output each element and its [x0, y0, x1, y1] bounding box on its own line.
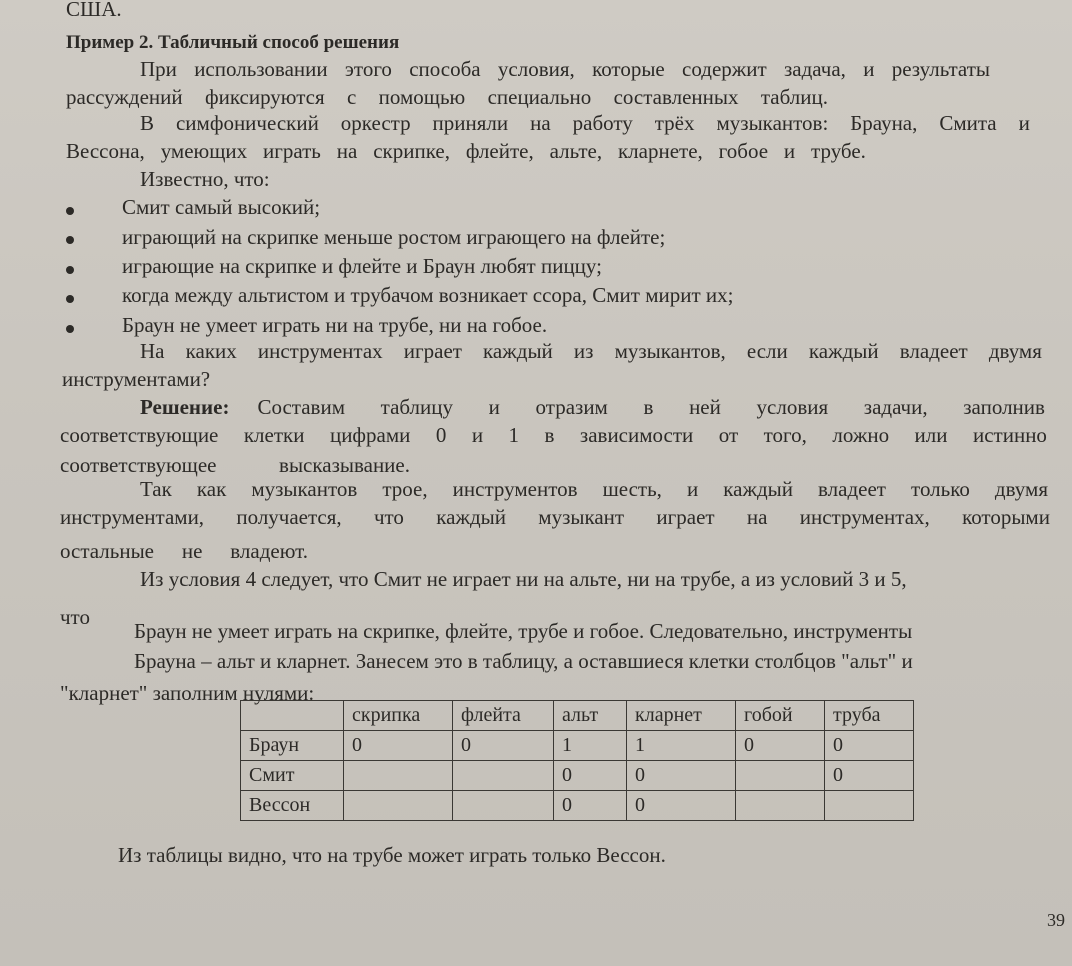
bullet-dot [66, 295, 74, 303]
word: и [1018, 111, 1030, 135]
para2-line-2 [60, 504, 1050, 530]
para3-line-2: что [60, 605, 90, 629]
word: флейте, [465, 139, 534, 163]
intro-line-2 [66, 84, 828, 110]
instrument-table [240, 700, 914, 821]
bullet-dot [66, 266, 74, 274]
word: ней [689, 395, 721, 419]
word: каждый [808, 339, 879, 363]
row-label: Вессон [241, 791, 344, 821]
word: составленных [613, 85, 739, 109]
word: задачи, [863, 395, 928, 419]
word: на [336, 139, 358, 163]
word: задача, [783, 57, 846, 81]
word: трое, [382, 477, 428, 501]
word: рассуждений [66, 85, 183, 109]
solution-line-3 [60, 452, 410, 478]
word: соответствующие [60, 423, 219, 447]
table-cell [344, 791, 453, 821]
intro-line-1 [140, 56, 990, 82]
word: истинно [972, 423, 1047, 447]
row-label: Браун [241, 731, 344, 761]
word: 0 [435, 423, 447, 447]
word: оркестр [340, 111, 411, 135]
word: играет [656, 505, 715, 529]
bullet-item-3: играющие на скрипке и флейте и Браун любят пиццу; [122, 254, 602, 278]
word: каждый [723, 477, 793, 501]
table-header-cell: флейта [453, 701, 554, 731]
word: получается, [236, 505, 342, 529]
word: играть [263, 139, 321, 163]
question-line-1 [140, 338, 1042, 364]
table-cell: 1 [627, 731, 736, 761]
word: фиксируются [204, 85, 325, 109]
table-cell: 0 [825, 731, 914, 761]
table-header-cell: труба [825, 701, 914, 731]
word: использовании [194, 57, 328, 81]
word: в [544, 423, 555, 447]
table-cell: 0 [453, 731, 554, 761]
table-row [241, 761, 914, 791]
word: симфонический [175, 111, 319, 135]
word: условия, [497, 57, 575, 81]
word: и [783, 139, 796, 163]
word: музыкантов [251, 477, 358, 501]
para3-line-4: Брауна – альт и кларнет. Занесем это в таблицу, а оставшиеся клетки столбцов "альт" и [134, 649, 913, 673]
word: двумя [994, 477, 1048, 501]
word: каких [185, 339, 237, 363]
word: этого [344, 57, 392, 81]
table-row [241, 791, 914, 821]
word: владеет [818, 477, 886, 501]
word: Брауна, [850, 111, 918, 135]
task-line-2 [66, 138, 866, 164]
bullet-item-2: играющий на скрипке меньше ростом играющего на флейте; [122, 225, 666, 249]
word: таблицу [380, 395, 454, 419]
para2-line-3 [60, 538, 308, 564]
word: соответствующее [60, 453, 217, 477]
word: если [746, 339, 788, 363]
word: ложно [832, 423, 890, 447]
word: клетки [243, 423, 305, 447]
word: и [686, 477, 699, 501]
word: зависимости [579, 423, 694, 447]
table-cell: 0 [736, 731, 825, 761]
word: условия [756, 395, 829, 419]
table-cell: 0 [627, 761, 736, 791]
word: цифрами [329, 423, 411, 447]
word: из [573, 339, 594, 363]
word: Вессона, [66, 139, 145, 163]
word: владеют. [230, 539, 308, 563]
solution-line-1 [140, 394, 1045, 420]
word: каждый [436, 505, 506, 529]
para2-line-1 [140, 476, 1048, 502]
word: На [140, 339, 165, 363]
table-cell: 0 [554, 761, 627, 791]
table-cell [453, 761, 554, 791]
word: шесть, [602, 477, 662, 501]
bullet-dot [66, 207, 74, 215]
word: инструментов [452, 477, 578, 501]
solution-line-1-text [257, 394, 1045, 420]
word: и [471, 423, 484, 447]
word: Составим [257, 395, 345, 419]
bullet-dot [66, 325, 74, 333]
table-cell: 0 [627, 791, 736, 821]
table-cell: 0 [825, 761, 914, 791]
word: с [346, 85, 357, 109]
solution-label: Решение: [140, 395, 230, 419]
word: в [643, 395, 654, 419]
word: остальные [60, 539, 155, 563]
table-row [241, 731, 914, 761]
word: владеет [899, 339, 968, 363]
table-cell [825, 791, 914, 821]
word: результаты [891, 57, 990, 81]
table-header-row [241, 701, 914, 731]
para3-line-5: "кларнет" заполним нулями: [60, 681, 315, 705]
word: высказывание. [279, 453, 410, 477]
word: инструментах, [799, 505, 930, 529]
word: что [373, 505, 404, 529]
word: каждый [483, 339, 553, 363]
word: помощью [378, 85, 466, 109]
para3-line-3: Браун не умеет играть на скрипке, флейте, трубе и гобое. Следовательно, инструменты [134, 619, 913, 643]
word: специально [487, 85, 592, 109]
word: на [746, 505, 768, 529]
word: трёх [654, 111, 695, 135]
word: музыкантов: [716, 111, 829, 135]
word: работу [572, 111, 633, 135]
word: музыкантов, [614, 339, 726, 363]
word: инструментами, [60, 505, 205, 529]
table-header-cell: скрипка [344, 701, 453, 731]
task-line-1 [140, 110, 1030, 136]
para3-line-1: Из условия 4 следует, что Смит не играет ни на альте, ни на трубе, а из условий 3 и 5, [140, 567, 907, 591]
word: только [911, 477, 970, 501]
known-label: Известно, что: [140, 167, 270, 191]
word: 1 [508, 423, 520, 447]
top-fragment: США. [66, 0, 122, 21]
word: от [718, 423, 739, 447]
table-cell: 1 [554, 731, 627, 761]
solution-line-2 [60, 422, 1047, 448]
word: кларнете, [617, 139, 703, 163]
word: или [914, 423, 948, 447]
table-header-cell [241, 701, 344, 731]
table-cell [736, 791, 825, 821]
word: приняли [432, 111, 509, 135]
word: умеющих [160, 139, 248, 163]
word: скрипке, [373, 139, 450, 163]
word: которыми [962, 505, 1050, 529]
word: и [488, 395, 500, 419]
word: трубе. [811, 139, 866, 163]
word: того, [763, 423, 807, 447]
table-cell [344, 761, 453, 791]
table-cell [453, 791, 554, 821]
word: двумя [988, 339, 1042, 363]
word: гобое [718, 139, 769, 163]
word: отразим [535, 395, 608, 419]
word: инструментах [257, 339, 383, 363]
page-number: 39 [1047, 910, 1065, 930]
word: на [530, 111, 551, 135]
word: не [181, 539, 203, 563]
row-label: Смит [241, 761, 344, 791]
word: Так [140, 477, 172, 501]
word: альте, [549, 139, 603, 163]
bullet-item-5: Браун не умеет играть ни на трубе, ни на гобое. [122, 313, 548, 337]
word: музыкант [538, 505, 625, 529]
word: как [196, 477, 227, 501]
conclusion: Из таблицы видно, что на трубе может играть только Вессон. [118, 843, 666, 867]
word: которые [592, 57, 665, 81]
word: Смита [939, 111, 997, 135]
word: и [863, 57, 875, 81]
word: способа [409, 57, 481, 81]
word: содержит [682, 57, 767, 81]
example-title: Пример 2. Табличный способ решения [66, 32, 400, 53]
word: При [140, 57, 177, 81]
bullet-item-4: когда между альтистом и трубачом возникает ссора, Смит мирит их; [122, 283, 734, 307]
word: заполнив [963, 395, 1045, 419]
bullet-item-1: Смит самый высокий; [122, 195, 321, 219]
table-header-cell: кларнет [627, 701, 736, 731]
question-line-2: инструментами? [62, 367, 211, 391]
word: играет [403, 339, 462, 363]
table-cell: 0 [344, 731, 453, 761]
word: В [140, 111, 155, 135]
word: таблиц. [760, 85, 828, 109]
bullet-dot [66, 236, 74, 244]
table-header-cell: гобой [736, 701, 825, 731]
table-cell: 0 [554, 791, 627, 821]
table-header-cell: альт [554, 701, 627, 731]
table-cell [736, 761, 825, 791]
